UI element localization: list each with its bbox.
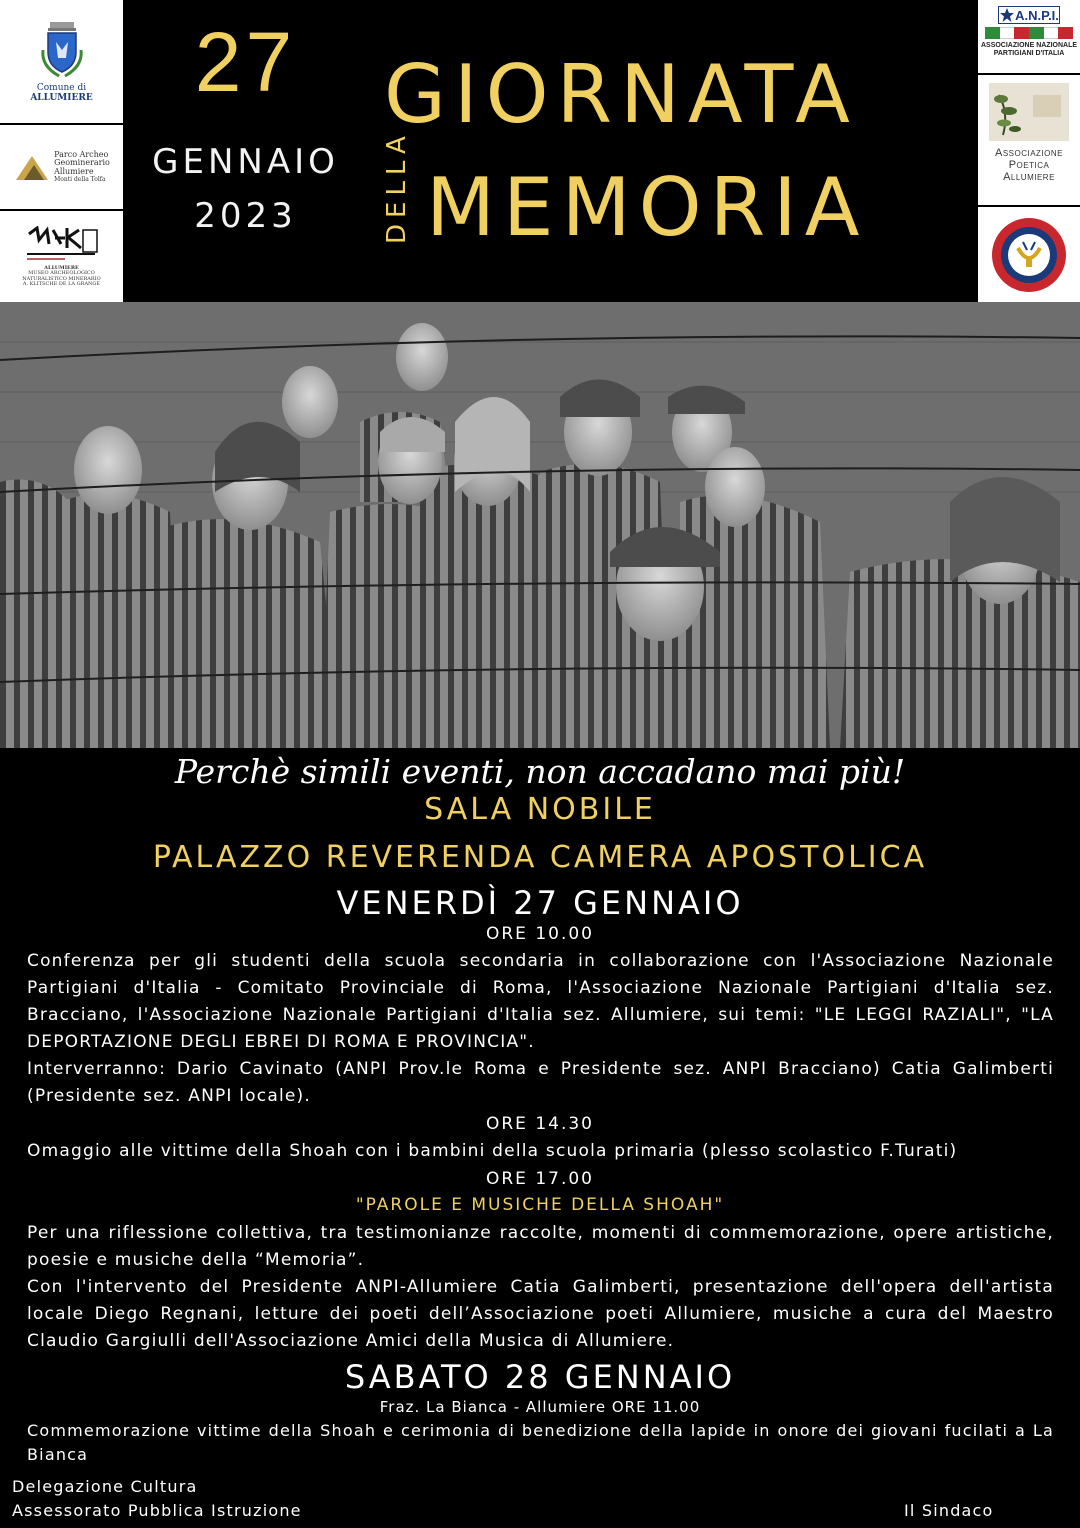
star-icon [999,7,1015,23]
title-della-vertical: DELLA [382,130,412,244]
paragraph-conference: Conferenza per gli studenti della scuola secondaria in collaborazione con l'Associazione Nazionale Partigiani d'Italia - Comitato Provinciale di Roma, l'Associazione Nazionale Partigiani d'Italia sez. Bracciano, l'Associazione Nazionale Partigiani d'Italia sez. Allumiere, sui temi: "LE LEGGI RAZIALI", "LA DEPORTAZIONE DEGLI EBREI DI ROMA E PROVINCIA". [27,951,1054,1052]
anpi-sub-2: PARTIGIANI D'ITALIA [993,49,1065,57]
poetica-label-1: Associazione [994,147,1063,159]
parco-label-3: Allumiere [54,167,94,177]
date-day: 27 [194,15,297,109]
anpi-sub-1: ASSOCIAZIONE NAZIONALE [980,42,1078,49]
museo-label-1: ALLUMIERE [44,264,79,271]
poetica-plant-icon [989,83,1069,141]
amici-musica-logo [978,207,1080,302]
date-month: GENNAIO [152,142,339,182]
left-logo-column [0,0,123,302]
comune-label-2: ALLUMIERE [30,92,93,103]
coat-of-arms-icon [39,20,85,78]
paragraph-intervention: Con l'intervento del Presidente ANPI-Allumiere Catia Galimberti, presentazione dell'opera dell'artista locale Diego Regnani, letture dei poeti dell’Associazione poeti Allumiere, musiche a cura del Maestro Claudio Gargiulli dell'Associazione Amici della Musica di Allumiere. [27,1277,1054,1351]
museo-label-3: NATURALISTICO MINERARIO [22,275,101,282]
right-logo-column [978,0,1080,302]
saturday-location: Fraz. La Bianca - Allumiere ORE 11.00 [379,1398,701,1416]
poetica-label-3: Allumiere [1003,171,1055,184]
footer-assessorato: Assessorato Pubblica Istruzione [12,1501,302,1520]
parco-archeo-logo [0,125,123,209]
anpi-badge [998,6,1060,24]
venue-line-1: SALA NOBILE [424,792,656,827]
venue-line-2: PALAZZO REVERENDA CAMERA APOSTOLICA [152,840,928,875]
comune-allumiere-logo [0,0,123,123]
paragraph-speakers: Interverranno: Dario Cavinato (ANPI Prov.le Roma e Presidente sez. ANPI Bracciano) Catia Galimberti (Presidente sez. ANPI locale). [27,1059,1054,1106]
museo-label-4: A. KLITSCHE DE LA GRANGE [22,281,101,287]
footer-sindaco: Il Sindaco [904,1501,994,1520]
paragraph-reflection: Per una riflessione collettiva, tra testimonianze raccolte, momenti di commemorazione, opere artistiche, poesie e musiche della “Memoria”. [27,1223,1054,1270]
slogan: Perchè simili eventi, non accadano mai più! [174,752,906,791]
event-subtitle: "PAROLE E MUSICHE DELLA SHOAH" [355,1195,725,1215]
museo-logo [0,211,123,302]
associazione-poetica-logo [978,75,1080,205]
parco-label-2: Geominerario [54,158,110,168]
event-date [128,15,363,236]
music-seal-icon [990,216,1068,294]
comune-label-1: Comune di [36,82,87,93]
paragraph-commemoration: Commemorazione vittime della Shoah e cerimonia di benedizione della lapide in onore dei giovani fucilati a La Bianca [27,1421,1054,1464]
time-1000: ORE 10.00 [485,924,594,944]
tricolor-flag-icon [985,27,1073,39]
parco-mountain-icon [13,148,51,186]
time-1700: ORE 17.00 [485,1169,594,1189]
poetica-label-2: Poetica [1008,159,1050,172]
footer-delegation: Delegazione Cultura [12,1477,198,1496]
date-year: 2023 [194,196,297,236]
children-behind-barbed-wire-image [0,302,1080,748]
title-giornata: GIORNATA [384,48,858,141]
time-1430: ORE 14.30 [485,1114,594,1134]
poster-header [0,0,1080,302]
friday-heading: VENERDÌ 27 GENNAIO [336,884,744,922]
parco-label-1: Parco Archeo [54,149,109,159]
title-memoria: MEMORIA [426,161,868,254]
paragraph-homage: Omaggio alle vittime della Shoah con i bambini della scuola primaria (plesso scolastico F.Turati) [27,1141,958,1161]
museo-label-2: MUSEO ARCHEOLOGICO [28,270,95,276]
anpi-label: A.N.P.I. [1015,7,1059,23]
event-program [0,748,1080,1528]
saturday-heading: SABATO 28 GENNAIO [344,1358,736,1396]
anpi-logo [978,0,1080,73]
maka-museum-icon [25,226,99,266]
parco-label-4: Monti della Tolfa [54,175,106,183]
historical-photo [0,302,1080,748]
